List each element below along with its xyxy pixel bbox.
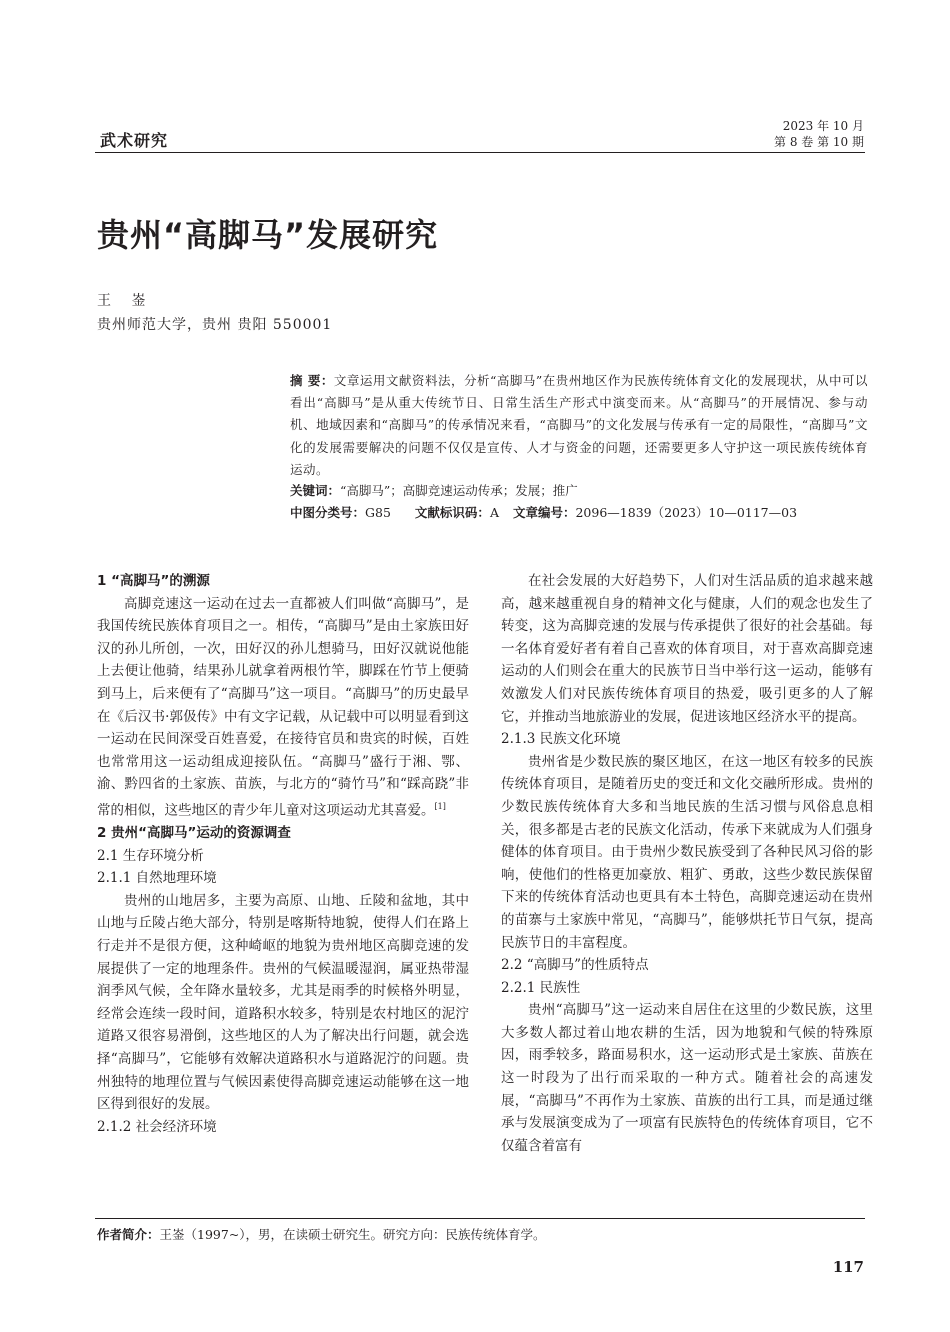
abstract xyxy=(290,370,868,481)
heading-resource-survey: 2 贵州“高脚马”运动的资源调查 xyxy=(97,825,291,842)
footnote-label: 作者简介： xyxy=(97,1227,160,1242)
issue-date: 2023 年 10 月 xyxy=(782,119,864,133)
right-column xyxy=(501,570,873,1157)
paragraph-origin xyxy=(97,593,469,822)
keywords-label: 关键词： xyxy=(290,483,341,498)
page-number: 117 xyxy=(832,1258,864,1276)
paragraph-natural-geography: 贵州的山地居多，主要为高原、山地、丘陵和盆地，其中山地与丘陵占绝大部分，特别是喀斯特地貌，使得人们在路上行走并不是很方便，这种崎岖的地貌为贵州地区高脚竞速的发展提供了一定的地理条件。贵州的气候温暖湿润，属亚热带湿润季风气候，全年降水量较多，尤其是雨季的时候格外明显，经常会连续一段时间，道路积水较多，特别是农村地区的泥泞道路又很容易滑倒，这些地区的人为了解决出行问题，就会选择“高脚马”，它能够有效解决道路积水与道路泥泞的问题。贵州独特的地理位置与气候因素使得高脚竞速运动能够在这一地区得到很好的发展。 xyxy=(97,892,469,1113)
heading-socio-economic: 2.1.2 社会经济环境 xyxy=(97,1118,217,1135)
journal-section-label: 武术研究 xyxy=(100,131,169,150)
article-number-value: 2096—1839（2023）10—0117—03 xyxy=(575,505,798,520)
heading-characteristics: 2.2 “高脚马”的性质特点 xyxy=(501,957,649,974)
abstract-label: 摘 要： xyxy=(290,373,334,388)
footnote-rule xyxy=(95,1218,865,1219)
heading-ethnic-culture: 2.1.3 民族文化环境 xyxy=(501,731,621,748)
keywords-text: “高脚马”；高脚竞速运动传承；发展；推广 xyxy=(340,483,578,498)
left-column xyxy=(97,570,469,1138)
header-rule xyxy=(95,152,865,153)
footnote-text: 王崟（1997~），男，在读硕士研究生。研究方向：民族传统体育学。 xyxy=(159,1227,546,1242)
author-name: 王 崟 xyxy=(97,293,154,309)
heading-origin: 1 “高脚马”的溯源 xyxy=(97,573,210,589)
doc-code-value: A xyxy=(489,505,499,520)
article-title: 贵州“高脚马”发展研究 xyxy=(97,216,439,254)
clc-label: 中图分类号： xyxy=(290,505,366,520)
paragraph-ethnicity: 贵州“高脚马”这一运动来自居住在这里的少数民族，这里大多数人都过着山地农耕的生活，因为地貌和气候的特殊原因，雨季较多，路面易积水，这一运动形式是土家族、苗族在这一时段为了出行而采取的一种方式。随着社会的高速发展，“高脚马”不再作为土家族、苗族的出行工具，而是通过继承与发展演变成为了一项富有民族特色的传统体育项目，它不仅蕴含着富有 xyxy=(501,1002,873,1154)
clc-value: G85 xyxy=(365,505,391,520)
issue-volume: 第 8 卷 第 10 期 xyxy=(774,135,864,149)
heading-natural-geography: 2.1.1 自然地理环境 xyxy=(97,870,217,887)
abstract-text: 文章运用文献资料法，分析“高脚马”在贵州地区作为民族传统体育文化的发展现状，从中可以看出“高脚马”是从重大传统节日、日常生活生产形式中演变而来。从“高脚马”的开展情况、参与动机、地域因素和“高脚马”的传承情况来看，“高脚马”的文化发展与传承有一定的局限性，“高脚马”文化的发展需要解决的问题不仅仅是宣传、人才与资金的问题，还需要更多人守护这一项民族传统体育运动。 xyxy=(290,373,868,477)
keywords xyxy=(290,480,868,502)
article-number-label: 文章编号： xyxy=(512,505,576,520)
paragraph-socio-economic: 在社会发展的大好趋势下，人们对生活品质的追求越来越高，越来越重视自身的精神文化与健康，人们的观念也发生了转变，这为高脚竞速的发展与传承提供了很好的社会基础。每一名体育爱好者有着自己喜欢的体育项目，对于喜欢高脚竞速运动的人们则会在重大的民族节日当中举行这一运动，能够有效激发人们对民族传统体育项目的热爱，吸引更多的人了解它，并推动当地旅游业的发展，促进该地区经济水平的提高。 xyxy=(501,573,873,725)
author-footnote xyxy=(97,1225,546,1243)
paragraph-ethnic-culture: 贵州省是少数民族的聚区地区，在这一地区有较多的民族传统体育项目，是随着历史的变迁和文化交融所形成。贵州的少数民族传统体育大多和当地民族的生活习惯与风俗息息相关，很多都是古老的民族文化活动，传承下来就成为人们强身健体的体育项目。由于贵州少数民族受到了各种民风习俗的影响，使他们的性格更加豪放、粗犷、勇敢，这些少数民族保留下来的传统体育活动也更具有本土特色，高脚竞速运动在贵州的苗寨与土家族中常见，“高脚马”，能够烘托节日气氛，提高民族节日的丰富程度。 xyxy=(501,753,873,951)
heading-environment: 2.1 生存环境分析 xyxy=(97,847,204,864)
issue-info xyxy=(774,118,864,150)
citation-1: [1] xyxy=(434,801,446,811)
heading-ethnicity: 2.2.1 民族性 xyxy=(501,979,581,996)
doc-code-label: 文献标识码： xyxy=(414,505,490,520)
paragraph-origin-text: 高脚竞速这一运动在过去一直都被人们叫做“高脚马”，是我国传统民族体育项目之一。相传，“高脚马”是由土家族田好汉的孙儿所创，一次，田好汉的孙儿想骑马，田好汉就说他能上去便让他骑，结果孙儿就拿着两根竹竿，脚踩在竹节上便骑到马上，后来便有了“高脚马”这一项目。“高脚马”的历史最早在《后汉书·郭伋传》中有文字记载，从记载中可以明显看到这一运动在民间深受百姓喜爱，在接待官员和贵宾的时候，百姓也常常用这一运动组成迎接队伍。“高脚马”盛行于湘、鄂、渝、黔四省的土家族、苗族，与北方的“骑竹马”和“踩高跷”非常的相似，这些地区的青少年儿童对这项运动尤其喜爱。 xyxy=(97,595,469,819)
classification-line xyxy=(290,502,868,524)
author-affiliation: 贵州师范大学，贵州 贵阳 550001 xyxy=(97,317,333,333)
